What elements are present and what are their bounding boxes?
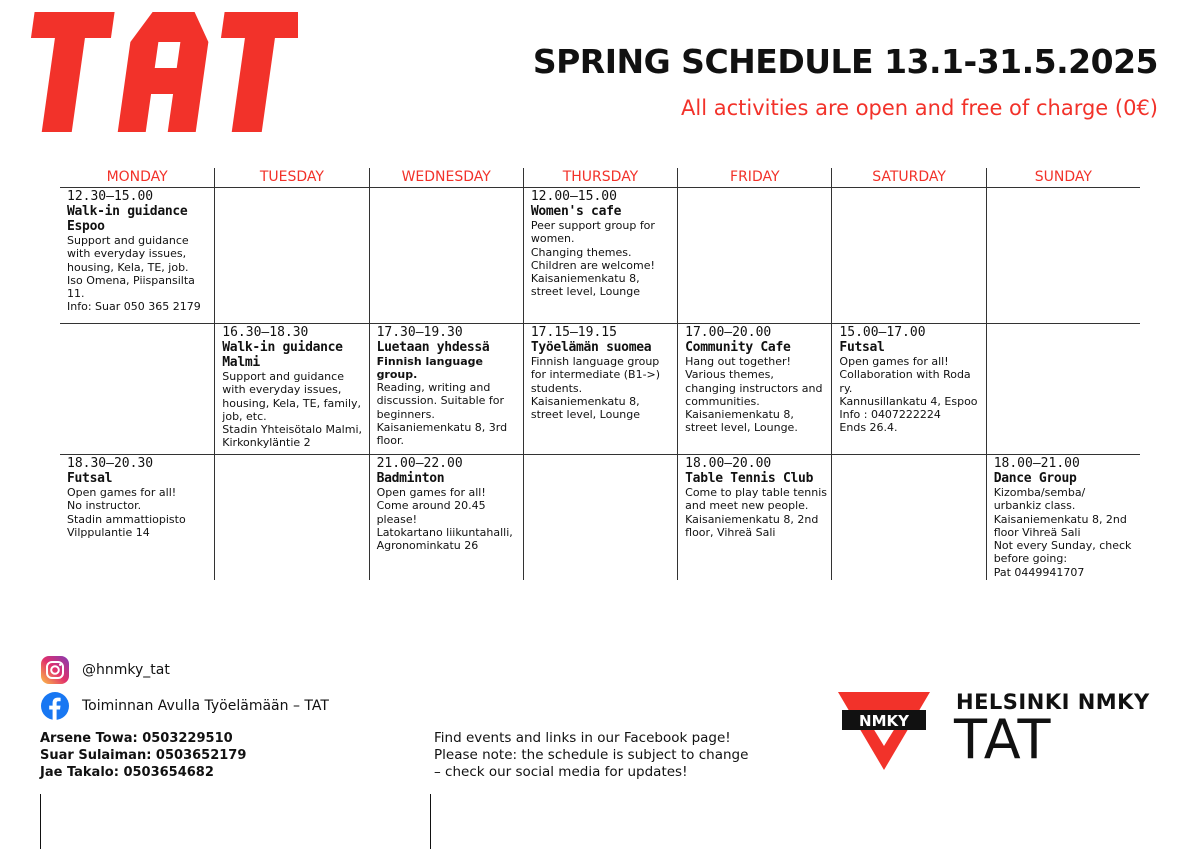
divider-line [430, 794, 431, 849]
event-name: Badminton [376, 471, 445, 486]
event-cell [369, 324, 523, 454]
event-time: 12.00–15.00 [530, 189, 617, 204]
day-header-row [60, 168, 1140, 188]
event-name: Table Tennis Club [685, 471, 814, 486]
empty-cell [986, 188, 1140, 323]
day-monday: MONDAY [106, 169, 168, 185]
social-links [40, 654, 329, 726]
event-description: Support and guidance with everyday issues, housing, Kela, TE, job. Iso Omena, Piispansilta 11. Info: Suar 050 365 2179 [67, 234, 201, 314]
schedule-row [60, 455, 1140, 580]
event-name: Työelämän suomea [530, 340, 652, 355]
event-name: Futsal [839, 340, 885, 355]
nmky-badge-text: NMKY [859, 712, 909, 730]
event-description: Kizomba/semba/ urbankiz class. Kaisaniemenkatu 8, 2nd floor Vihreä Sali Not every Sunday, check before going: Pat 0449941707 [993, 486, 1132, 579]
brand-program: TAT [954, 708, 1052, 771]
event-description: Open games for all! No instructor. Stadin ammattiopisto Vilppulantie 14 [67, 486, 186, 539]
event-time: 18.00–21.00 [993, 456, 1080, 471]
event-description: Support and guidance with everyday issues, housing, Kela, TE, family, job, etc. Stadin Yhteisötalo Malmi, Kirkonkyläntie 2 [222, 370, 363, 450]
empty-cell [214, 188, 368, 323]
day-saturday: SATURDAY [831, 168, 985, 187]
empty-cell [523, 455, 677, 580]
event-time: 16.30–18.30 [222, 325, 309, 340]
empty-cell [214, 455, 368, 580]
event-name: Dance Group [993, 471, 1077, 486]
day-wednesday: WEDNESDAY [369, 168, 523, 187]
tat-logo-graphic [8, 2, 298, 142]
schedule-row [60, 324, 1140, 455]
event-time: 12.30–15.00 [67, 189, 154, 204]
facebook-page-name: Toiminnan Avulla Työelämään – TAT [82, 698, 329, 714]
tat-logo [8, 2, 298, 142]
page-subtitle: All activities are open and free of charge (0€) [681, 96, 1158, 120]
event-cell [523, 324, 677, 454]
empty-cell [831, 455, 985, 580]
contact-list: Arsene Towa: 0503229510 Suar Sulaiman: 0503652179 Jae Takalo: 0503654682 [40, 731, 247, 780]
schedule-notice: Find events and links in our Facebook page! Please note: the schedule is subject to change – check our social media for updates! [434, 730, 749, 780]
schedule-row [60, 188, 1140, 324]
empty-cell [986, 324, 1140, 454]
schedule-table [60, 168, 1140, 580]
day-thursday: THURSDAY [523, 168, 677, 187]
event-description: Finnish language group for intermediate (B1->) students. Kaisaniemenkatu 8, street level, Lounge [530, 355, 661, 422]
divider-line [40, 794, 41, 849]
event-name: Walk-in guidance Espoo [67, 204, 188, 234]
brand-name: HELSINKI NMKY [956, 690, 1150, 714]
event-name: Community Cafe [685, 340, 791, 355]
empty-cell [60, 324, 214, 454]
nmky-triangle-logo [836, 690, 932, 774]
empty-cell [369, 188, 523, 323]
event-description: Hang out together! Various themes, changing instructors and communities. Kaisaniemenkatu 8, street level, Lounge. [685, 355, 823, 435]
empty-cell [677, 188, 831, 323]
event-description: Open games for all! Come around 20.45 please! Latokartano liikuntahalli, Agronominkatu 26 [376, 486, 513, 553]
event-cell [60, 188, 214, 323]
day-tuesday: TUESDAY [214, 168, 368, 187]
event-time: 17.00–20.00 [685, 325, 772, 340]
event-name: Luetaan yhdessä [376, 340, 490, 355]
facebook-icon [40, 691, 70, 721]
event-cell [523, 188, 677, 323]
facebook-link[interactable] [40, 690, 329, 722]
event-time: 17.30–19.30 [376, 325, 463, 340]
event-description: Open games for all! Collaboration with Roda ry. Kannusillankatu 4, Espoo Info : 0407222224 Ends 26.4. [839, 355, 978, 435]
day-friday: FRIDAY [677, 168, 831, 187]
event-subtitle: Finnish language group. [376, 355, 483, 381]
instagram-link[interactable] [40, 654, 329, 686]
event-name: Walk-in guidance Malmi [222, 340, 343, 370]
event-cell [986, 455, 1140, 580]
event-description: Peer support group for women. Changing themes. Children are welcome! Kaisaniemenkatu 8, street level, Lounge [530, 219, 655, 299]
day-sunday: SUNDAY [986, 168, 1140, 187]
event-time: 17.15–19.15 [530, 325, 617, 340]
event-time: 18.30–20.30 [67, 456, 154, 471]
event-time: 18.00–20.00 [685, 456, 772, 471]
nmky-brand [836, 690, 1176, 780]
instagram-icon [40, 655, 70, 685]
event-cell [831, 324, 985, 454]
event-cell [60, 455, 214, 580]
event-time: 15.00–17.00 [839, 325, 926, 340]
event-description: Reading, writing and discussion. Suitable for beginners. Kaisaniemenkatu 8, 3rd floor. [376, 381, 508, 448]
event-name: Futsal [67, 471, 113, 486]
event-time: 21.00–22.00 [376, 456, 463, 471]
event-cell [677, 324, 831, 454]
event-description: Come to play table tennis and meet new people. Kaisaniemenkatu 8, 2nd floor, Vihreä Sali [685, 486, 828, 539]
instagram-handle: @hnmky_tat [82, 662, 170, 678]
page-title: SPRING SCHEDULE 13.1-31.5.2025 [532, 42, 1158, 81]
event-cell [369, 455, 523, 580]
event-name: Women's cafe [530, 204, 622, 219]
event-cell [677, 455, 831, 580]
empty-cell [831, 188, 985, 323]
event-cell [214, 324, 368, 454]
